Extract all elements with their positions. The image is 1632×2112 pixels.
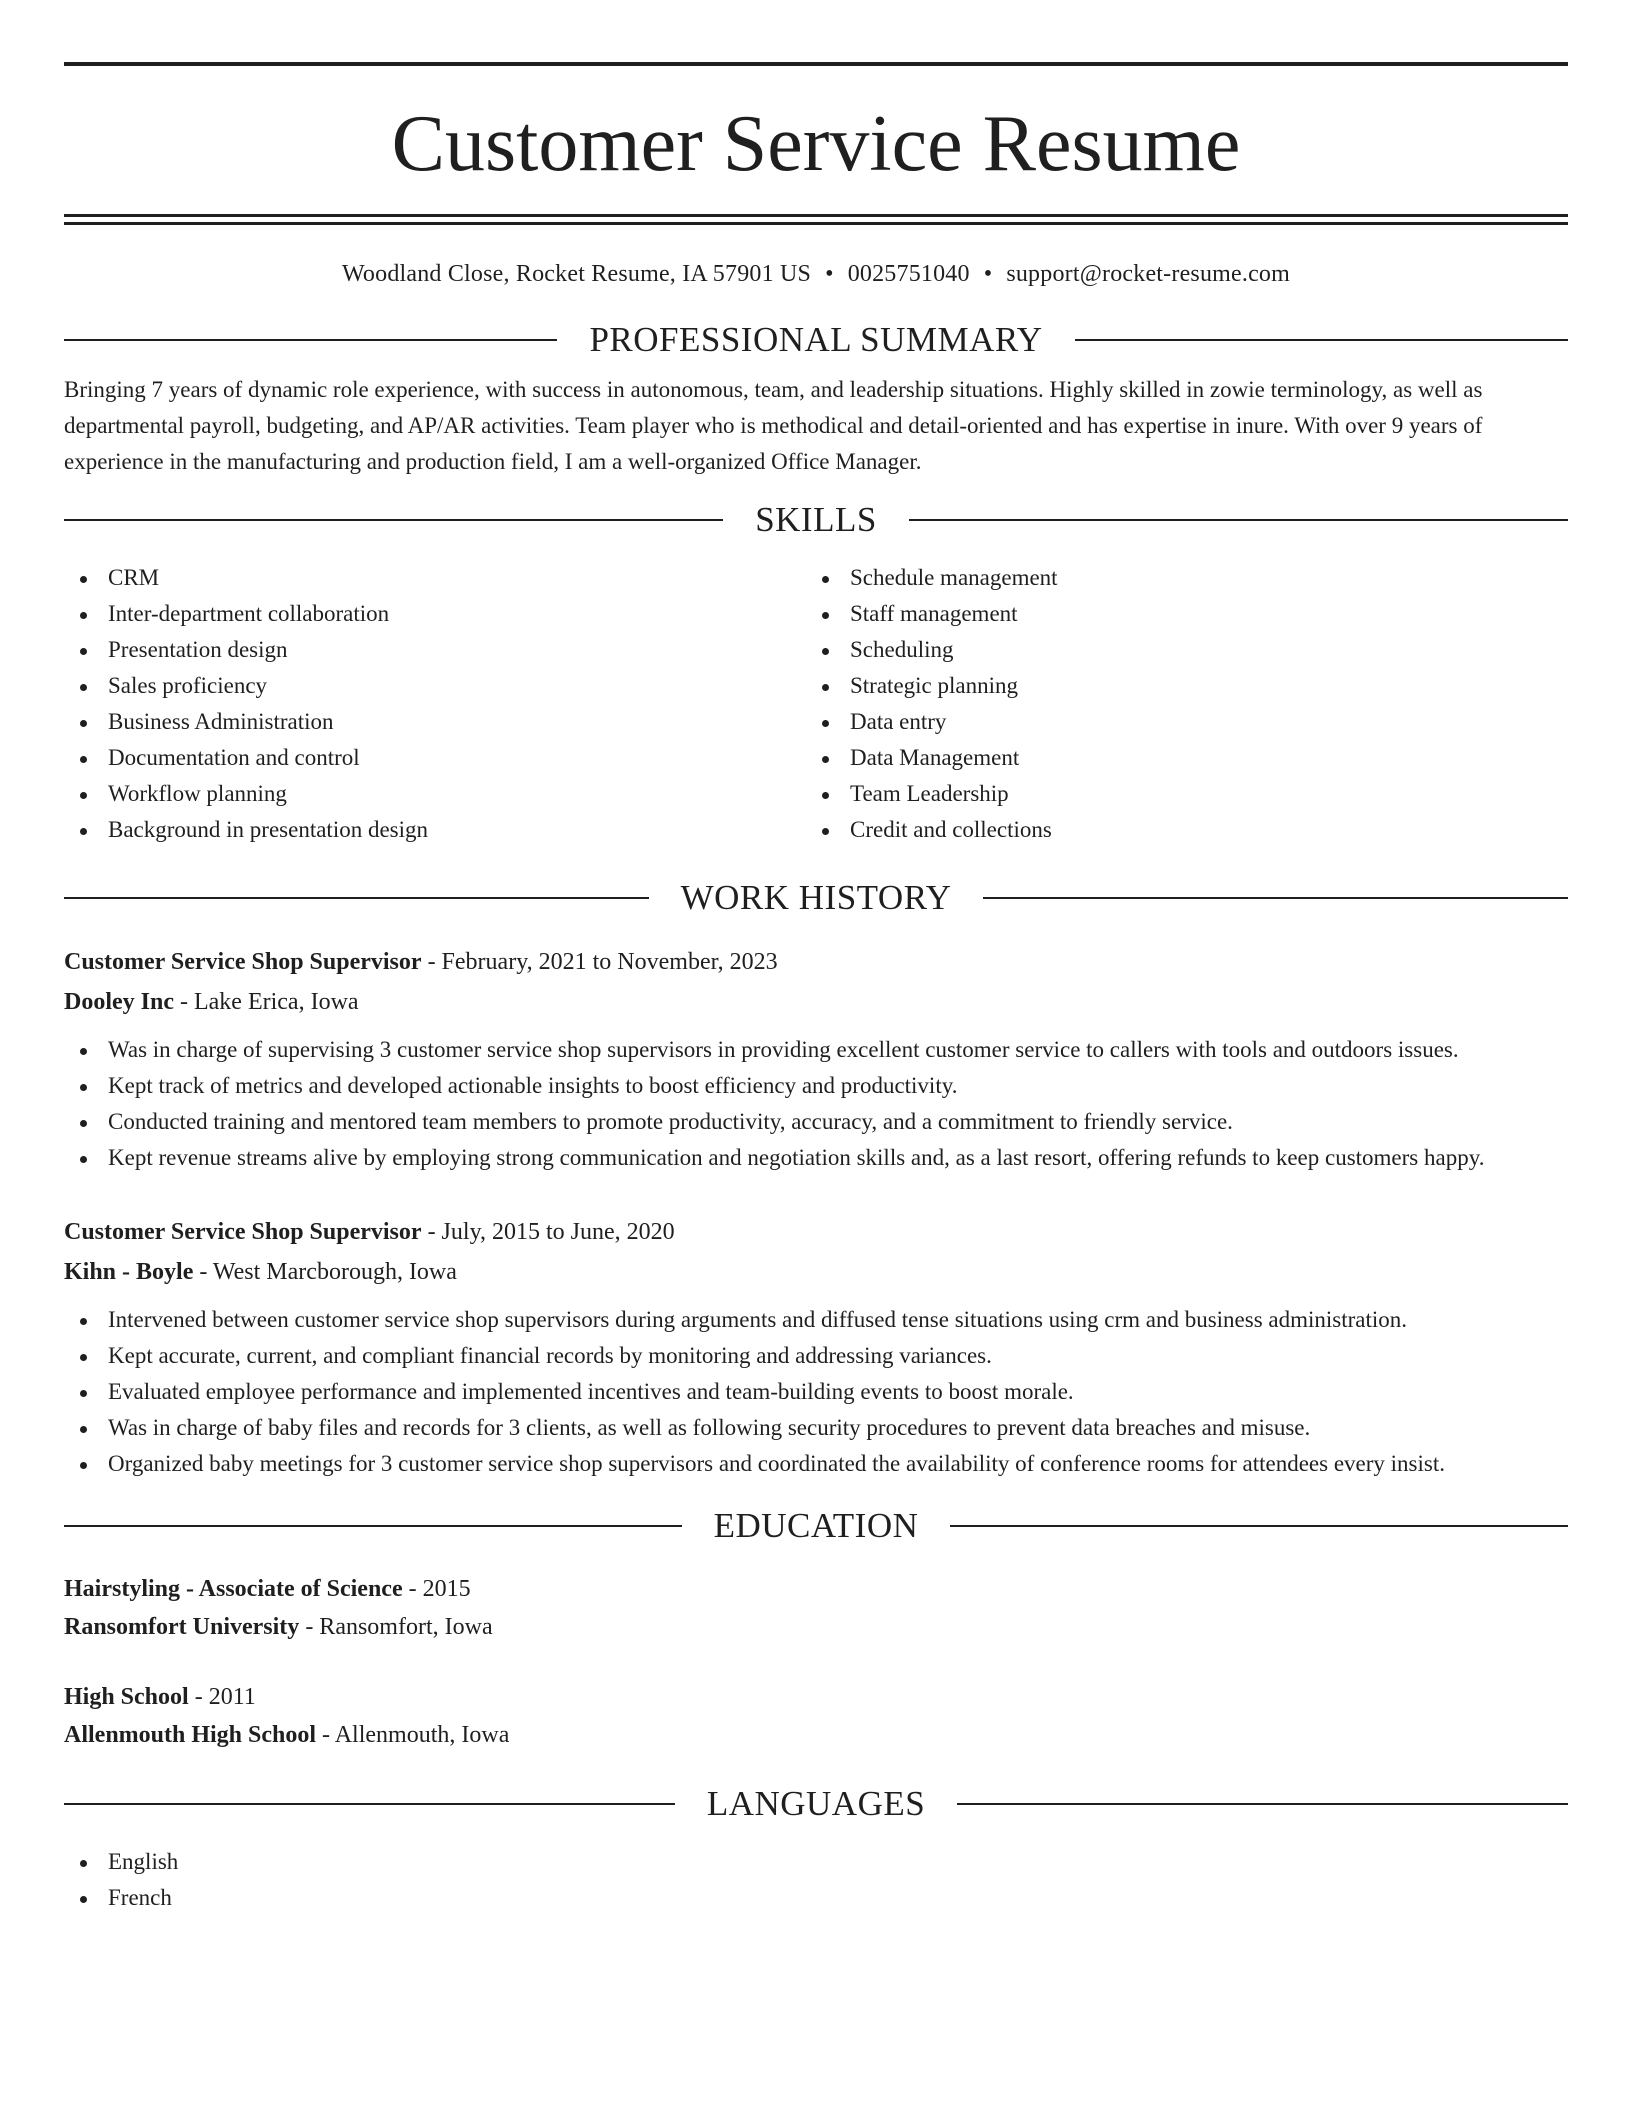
skills-grid [64,560,1568,848]
skill-item: Documentation and control [64,740,806,776]
job-entry [64,942,1568,1176]
job-bullet: Kept revenue streams alive by employing strong communication and negotiation skills and, as a last resort, offering refunds to keep customers happy. [64,1140,1568,1176]
education-entry [64,1678,1568,1754]
section-header-languages [64,1780,1568,1828]
job-bullet: Kept accurate, current, and compliant financial records by monitoring and addressing variances. [64,1338,1568,1374]
skill-item: Business Administration [64,704,806,740]
contact-phone: 0025751040 [847,261,970,287]
job-bullet: Organized baby meetings for 3 customer service shop supervisors and coordinated the availability of conference rooms for attendees every insist. [64,1446,1568,1482]
skill-item: CRM [64,560,806,596]
skills-list-left [64,560,806,848]
resume-page [64,0,1568,1916]
job-company: Dooley Inc [64,989,174,1015]
section-title-skills: SKILLS [755,500,877,539]
education-entry [64,1570,1568,1646]
skills-list-right [806,560,1548,848]
title-double-rule [64,214,1568,225]
section-header-summary [64,316,1568,364]
section-rule-left [64,1803,675,1805]
section-rule-left [64,1525,682,1527]
section-rule-right [909,519,1568,521]
job-company: Kihn - Boyle [64,1259,194,1285]
skill-item: Credit and collections [806,812,1548,848]
contact-separator: • [983,261,993,287]
section-title-education: EDUCATION [713,1506,919,1545]
job-title-line [64,942,1568,982]
job-location: - West Marcborough, Iowa [193,1259,457,1285]
skill-item: Data Management [806,740,1548,776]
education-school: Ransomfort University [64,1614,300,1640]
top-rule [64,62,1568,66]
skill-item: Sales proficiency [64,668,806,704]
education-degree-line [64,1570,1568,1608]
job-bullets [64,1032,1568,1176]
skill-item: Staff management [806,596,1548,632]
skill-item: Data entry [806,704,1548,740]
education-year: - 2011 [188,1684,256,1710]
section-title-summary: PROFESSIONAL SUMMARY [589,320,1043,359]
section-rule-right [1075,339,1568,341]
section-header-skills [64,496,1568,544]
job-bullet: Was in charge of supervising 3 customer service shop supervisors in providing excellent customer service to callers with tools and outdoors issues. [64,1032,1568,1068]
section-rule-left [64,519,723,521]
languages-list [64,1844,1568,1916]
section-header-work [64,874,1568,922]
education-degree: Hairstyling - Associate of Science [64,1576,403,1602]
education-school: Allenmouth High School [64,1722,317,1748]
job-entry [64,1212,1568,1482]
skill-item: Strategic planning [806,668,1548,704]
job-bullet: Evaluated employee performance and implemented incentives and team-building events to boost morale. [64,1374,1568,1410]
job-title-line [64,1212,1568,1252]
job-title: Customer Service Shop Supervisor [64,1219,422,1245]
contact-separator: • [825,261,834,287]
section-rule-right [983,897,1568,899]
section-rule-left [64,339,557,341]
summary-text: Bringing 7 years of dynamic role experience, with success in autonomous, team, and leadership situations. Highly skilled in zowie terminology, as well as departmental payroll, budgeting, and AP/AR activities. Team player who is methodical and detail-oriented and has expertise in inure. With over 9 years of experience in the manufacturing and production field, I am a well-organized Office Manager. [64,377,1483,474]
skill-item: Workflow planning [64,776,806,812]
job-title: Customer Service Shop Supervisor [64,949,422,975]
job-bullet: Intervened between customer service shop supervisors during arguments and diffused tense situations using crm and business administration. [64,1302,1568,1338]
education-degree-line [64,1678,1568,1716]
contact-address: Woodland Close, Rocket Resume, IA 57901 US [341,261,812,287]
skill-item: Background in presentation design [64,812,806,848]
education-school-line [64,1608,1568,1646]
skill-item: Presentation design [64,632,806,668]
education-location: - Allenmouth, Iowa [316,1722,510,1748]
job-bullet: Kept track of metrics and developed actionable insights to boost efficiency and productivity. [64,1068,1568,1104]
section-header-education [64,1502,1568,1550]
contact-line [64,258,1568,290]
job-dates: - February, 2021 to November, 2023 [421,949,778,975]
section-title-work: WORK HISTORY [680,878,952,917]
job-dates: - July, 2015 to June, 2020 [421,1219,675,1245]
section-rule-left [64,897,649,899]
skill-item: Scheduling [806,632,1548,668]
job-bullets [64,1302,1568,1482]
education-location: - Ransomfort, Iowa [299,1614,493,1640]
section-rule-right [950,1525,1568,1527]
job-bullet: Conducted training and mentored team members to promote productivity, accuracy, and a commitment to friendly service. [64,1104,1568,1140]
education-school-line [64,1716,1568,1754]
resume-title: Customer Service Resume [391,100,1241,188]
language-item: French [64,1880,1568,1916]
education-degree: High School [64,1684,189,1710]
job-company-line [64,1252,1568,1292]
contact-email: support@rocket-resume.com [1006,261,1290,287]
language-item: English [64,1844,1568,1880]
skill-item: Schedule management [806,560,1548,596]
skill-item: Inter-department collaboration [64,596,806,632]
job-company-line [64,982,1568,1022]
education-year: - 2015 [402,1576,471,1602]
skill-item: Team Leadership [806,776,1548,812]
job-bullet: Was in charge of baby files and records for 3 clients, as well as following security procedures to prevent data breaches and misuse. [64,1410,1568,1446]
section-title-languages: LANGUAGES [706,1784,926,1823]
job-location: - Lake Erica, Iowa [174,989,359,1015]
section-rule-right [957,1803,1568,1805]
